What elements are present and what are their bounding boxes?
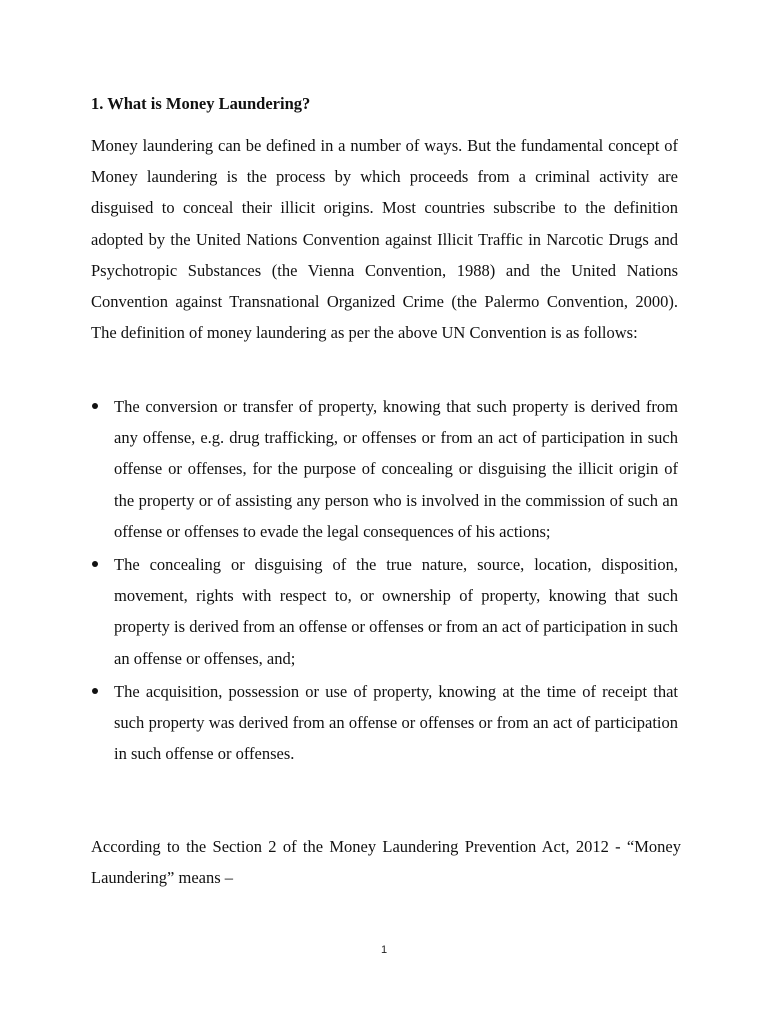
list-item [91,676,678,770]
list-item [91,549,678,674]
bullet-icon [92,403,98,409]
page-number: 1 [380,944,388,956]
bullet-icon [92,688,98,694]
closing-paragraph: According to the Section 2 of the Money Laundering Prevention Act, 2012 - “Money Laundering” means – [91,837,681,888]
section-heading: 1. What is Money Laundering? [91,94,311,113]
intro-paragraph: Money laundering can be defined in a number of ways. But the fundamental concept of Money laundering is the process by which proceeds from a criminal activity are disguised to conceal their illicit origins. Most countries subscribe to the definition adopted by the United Nations Convention against Illicit Traffic in Narcotic Drugs and Psychotropic Substances (the Vienna Convention, 1988) and the United Nations Convention against Transnational Organized Crime (the Palermo Convention, 2000). The definition of money laundering as per the above UN Convention is as follows: [91,136,678,343]
list-item [91,391,678,547]
bullet-icon [92,561,98,567]
list-item-text: The conversion or transfer of property, knowing that such property is derived from any offense, e.g. drug trafficking, or offenses or from an act of participation in such offense or offenses, for the purpose of concealing or disguising the illicit origin of the property or of assisting any person who is involved in the commission of such an offense or offenses to evade the legal consequences of his actions; [114,397,678,541]
list-item-text: The concealing or disguising of the true nature, source, location, disposition, movement, rights with respect to, or ownership of property, knowing that such property is derived from an offense or offenses or from an act of participation in such an offense or offenses, and; [114,555,678,668]
list-item-text: The acquisition, possession or use of property, knowing at the time of receipt that such property was derived from an offense or offenses or from an act of participation in such offense or offenses. [114,681,678,764]
definition-list [91,391,678,771]
